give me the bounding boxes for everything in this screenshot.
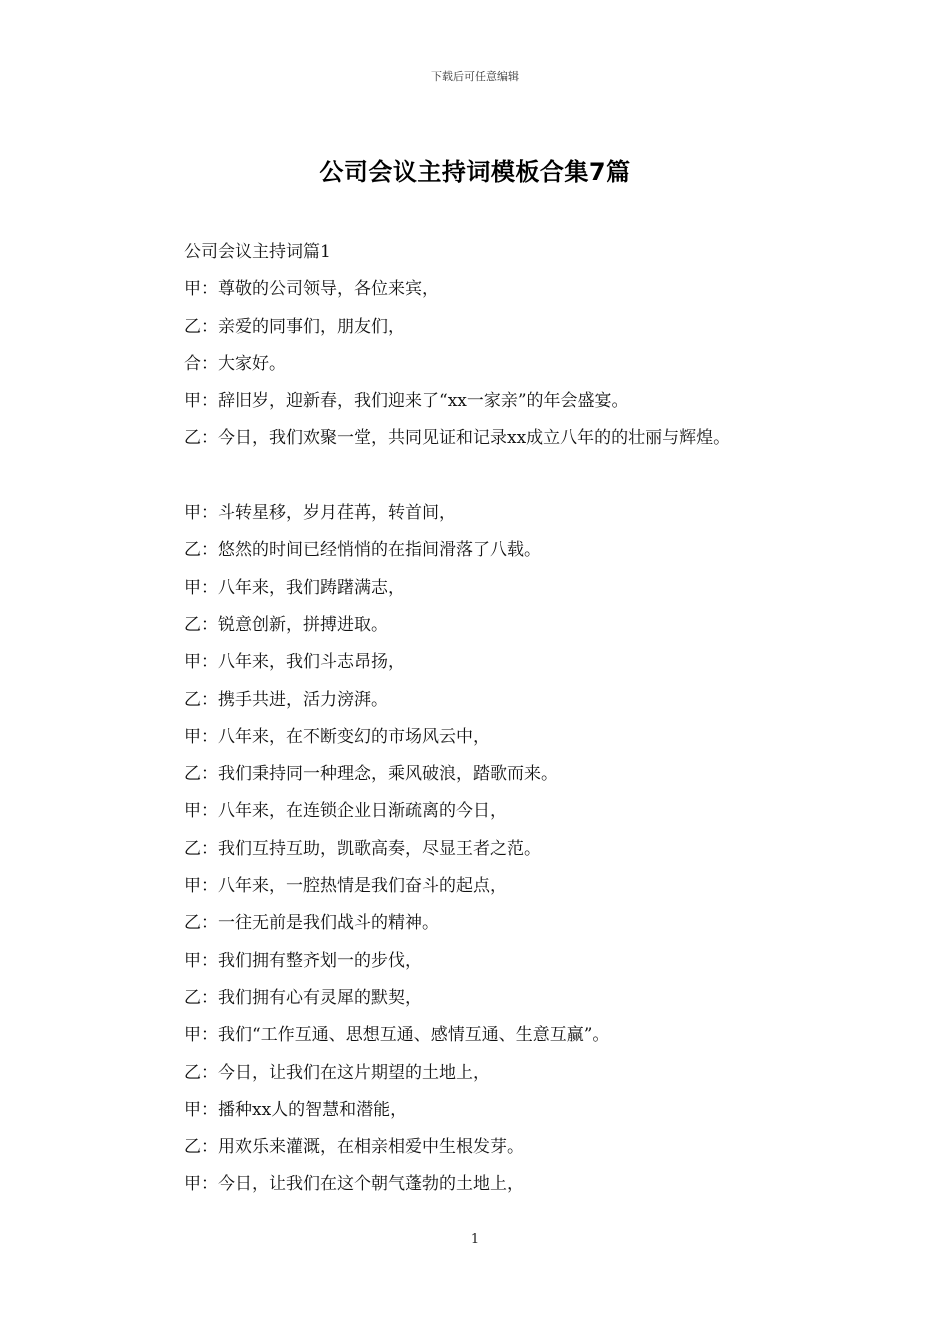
dialogue-line: 乙：锐意创新，拼搏进取。 xyxy=(184,614,388,635)
dialogue-line: 甲：八年来，我们踌躇满志， xyxy=(184,577,405,598)
dialogue-line: 乙：一往无前是我们战斗的精神。 xyxy=(184,913,439,934)
dialogue-line: 甲：八年来，我们斗志昂扬， xyxy=(184,652,405,673)
document-title: 公司会议主持词模板合集7篇 xyxy=(319,158,631,186)
dialogue-line: 甲：辞旧岁，迎新春，我们迎来了“xx一家亲”的年会盛宴。 xyxy=(184,391,629,412)
dialogue-line: 甲：播种xx人的智慧和潜能， xyxy=(184,1099,408,1120)
dialogue-line: 甲：八年来，在不断变幻的市场风云中， xyxy=(184,726,490,747)
paragraph-spacer xyxy=(184,458,834,495)
dialogue-line: 甲：尊敬的公司领导，各位来宾， xyxy=(184,279,439,300)
dialogue-line: 乙：我们拥有心有灵犀的默契， xyxy=(184,987,422,1008)
dialogue-line: 乙：悠然的时间已经悄悄的在指间滑落了八载。 xyxy=(184,540,541,561)
dialogue-line: 乙：今日，我们欢聚一堂，共同见证和记录xx成立八年的的壮丽与辉煌。 xyxy=(184,428,731,449)
dialogue-line: 乙：携手共进，活力滂湃。 xyxy=(184,689,388,710)
dialogue-line: 甲：今日，让我们在这个朝气蓬勃的土地上， xyxy=(184,1174,524,1195)
dialogue-line: 甲：斗转星移，岁月荏苒，转首间， xyxy=(184,503,456,524)
dialogue-line: 乙：亲爱的同事们，朋友们， xyxy=(184,316,405,337)
dialogue-line: 甲：我们“工作互通、思想互通、感情互通、生意互赢”。 xyxy=(184,1025,610,1046)
dialogue-line: 乙：我们秉持同一种理念，乘风破浪，踏歌而来。 xyxy=(184,764,558,785)
dialogue-line: 甲：八年来，一腔热情是我们奋斗的起点， xyxy=(184,876,507,897)
dialogue-line: 甲：我们拥有整齐划一的步伐， xyxy=(184,950,422,971)
dialogue-line: 乙：我们互持互助，凯歌高奏，尽显王者之范。 xyxy=(184,838,541,859)
dialogue-line: 乙：用欢乐来灌溉，在相亲相爱中生根发芽。 xyxy=(184,1137,524,1158)
section-heading: 公司会议主持词篇1 xyxy=(184,242,331,262)
page-number: 1 xyxy=(470,1232,480,1247)
dialogue-line: 乙：今日，让我们在这片期望的土地上， xyxy=(184,1062,490,1083)
document-body xyxy=(184,234,834,1204)
dialogue-line: 合：大家好。 xyxy=(184,353,286,374)
dialogue-line: 甲：八年来，在连锁企业日渐疏离的今日， xyxy=(184,801,507,822)
page-header: 下载后可任意编辑 xyxy=(431,70,519,83)
